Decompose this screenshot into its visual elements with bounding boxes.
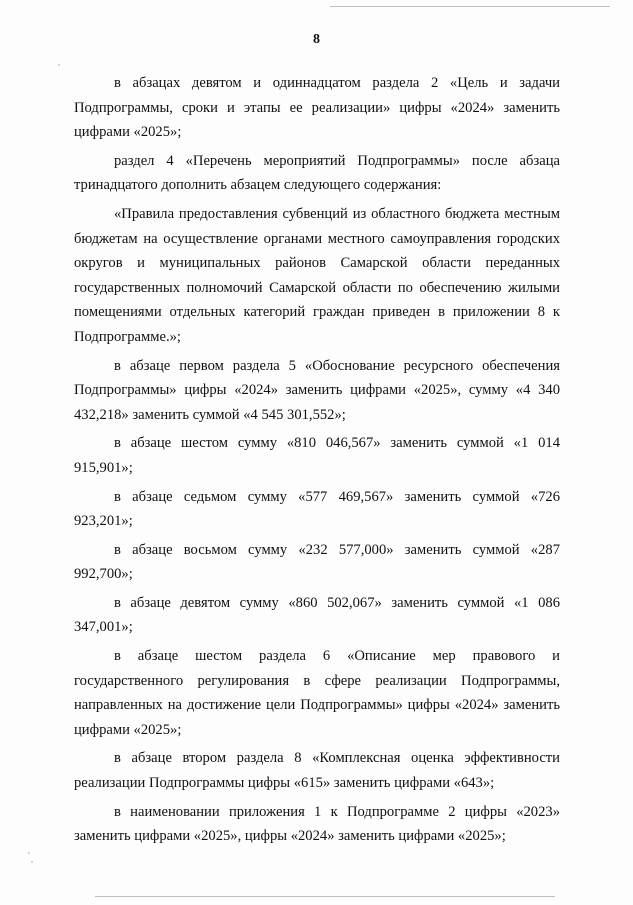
paragraph: в абзаце шестом раздела 6 «Описание мер правового и государственного регулирования в сфере реализации Подпрограммы, направленных на достижение цели Подпрограммы» цифры «2024» заменить цифрами «2025»; xyxy=(74,648,560,738)
scan-speck xyxy=(31,861,33,863)
paragraph: «Правила предоставления субвенций из областного бюджета местным бюджетам на осуществление органами местного самоуправления городских округов и муниципальных районов Самарской области переданных государственных полномочий Самарской области по обеспечению жилыми помещениями отдельных категорий граждан приведен в приложении 8 к Подпрограмме.»; xyxy=(74,205,560,345)
paragraph: в наименовании приложения 1 к Подпрограмме 2 цифры «2023» заменить цифрами «2025», цифры «2024» заменить цифрами «2025»; xyxy=(74,803,560,845)
paragraph: в абзаце втором раздела 8 «Комплексная оценка эффективности реализации Подпрограммы цифры «615» заменить цифрами «643»; xyxy=(74,750,560,792)
scan-speck xyxy=(28,852,30,854)
paragraph: в абзаце шестом сумму «810 046,567» заменить суммой «1 014 915,901»; xyxy=(74,435,560,476)
scan-edge-bottom xyxy=(95,896,555,897)
paragraph: в абзаце девятом сумму «860 502,067» заменить суммой «1 086 347,001»; xyxy=(74,594,560,636)
page-number: 8 xyxy=(313,32,320,47)
paragraph: раздел 4 «Перечень мероприятий Подпрограммы» после абзаца тринадцатого дополнить абзацем следующего содержания: xyxy=(74,152,560,194)
scan-speck xyxy=(58,64,60,66)
paragraph: в абзаце первом раздела 5 «Обоснование ресурсного обеспечения Подпрограммы» цифры «2024» заменить цифрами «2025», сумму «4 340 432,218» заменить суммой «4 545 301,552»; xyxy=(74,357,560,423)
document-body xyxy=(74,71,560,849)
paragraph: в абзаце седьмом сумму «577 469,567» заменить суммой «726 923,201»; xyxy=(74,488,560,530)
scan-edge-top xyxy=(330,6,610,7)
paragraph: в абзацах девятом и одиннадцатом раздела 2 «Цель и задачи Подпрограммы, сроки и этапы ее реализации» цифры «2024» заменить цифрами «2025»; xyxy=(74,75,560,141)
paragraph: в абзаце восьмом сумму «232 577,000» заменить суммой «287 992,700»; xyxy=(74,541,560,583)
